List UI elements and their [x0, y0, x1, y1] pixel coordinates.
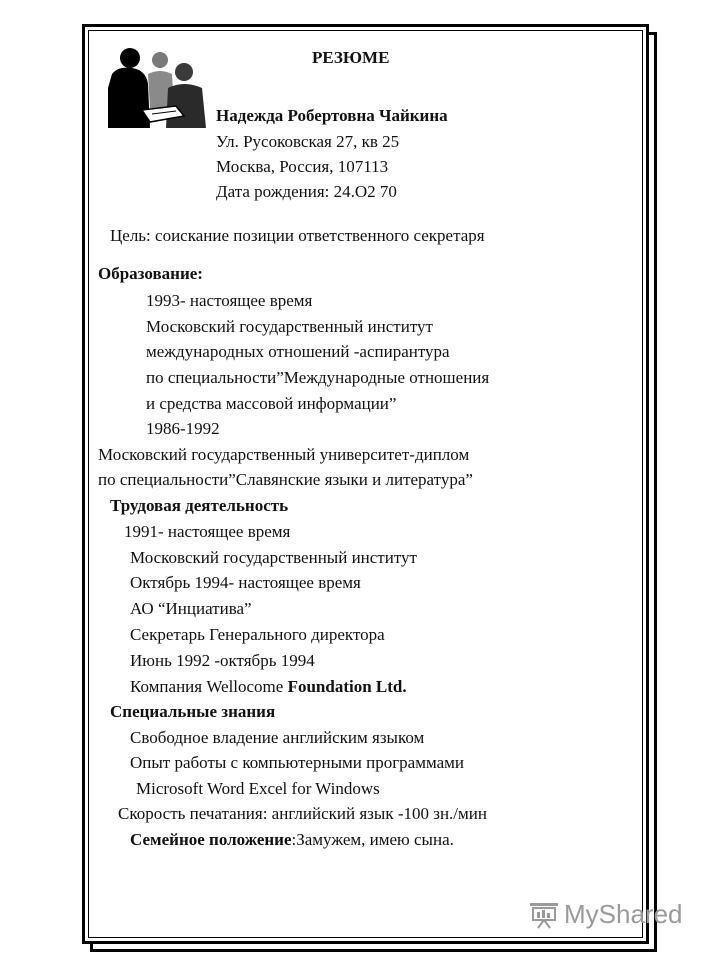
resume-title: РЕЗЮМЕ: [312, 48, 390, 67]
watermark-text: MyShared: [564, 898, 683, 929]
education-line: 1986-1992: [146, 419, 220, 438]
myshared-watermark: [528, 896, 683, 932]
skills-line: Опыт работы с компьютерными программами: [130, 753, 465, 772]
person-city: Москва, Россия, 107113: [216, 157, 389, 176]
skills-line: Microsoft Word Excel for Windows: [136, 779, 380, 798]
work-line: Июнь 1992 -октябрь 1994: [130, 651, 315, 670]
family-label: Семейное положение: [130, 830, 292, 849]
work-line: 1991- настоящее время: [124, 522, 291, 541]
education-line: по специальности”Славянские языки и литература”: [98, 470, 473, 489]
work-line: АО “Инциатива”: [130, 599, 252, 618]
skills-line: Свободное владение английским языком: [130, 728, 425, 747]
family-line: [130, 830, 454, 850]
education-line: Московский государственный университет-диплом: [98, 445, 470, 464]
education-line: 1993- настоящее время: [146, 291, 313, 310]
person-name: Надежда Робертовна Чайкина: [216, 106, 448, 125]
education-line: Московский государственный институт: [146, 317, 433, 336]
objective-line: Цель: соискание позиции ответственного секретаря: [110, 226, 485, 245]
work-company-line: [130, 677, 407, 697]
business-people-illustration: [106, 44, 210, 128]
education-line: и средства массовой информации”: [146, 394, 397, 413]
education-line: по специальности”Международные отношения: [146, 368, 490, 387]
work-company-bold: Foundation Ltd.: [287, 677, 407, 696]
education-heading: Образование:: [98, 264, 203, 283]
family-value: :Замужем, имею сына.: [291, 830, 454, 849]
work-line: Московский государственный институт: [130, 548, 417, 567]
work-line: Секретарь Генерального директора: [130, 625, 385, 644]
person-address: Ул. Русоковская 27, кв 25: [216, 132, 400, 151]
presentation-icon: [528, 899, 560, 929]
skills-heading: Специальные знания: [110, 702, 276, 721]
education-line: международных отношений -аспирантура: [146, 342, 450, 361]
work-heading: Трудовая деятельность: [110, 496, 289, 515]
skills-line: Скорость печатания: английский язык -100 зн./мин: [118, 804, 487, 823]
work-company-prefix: Компания Wellocome: [130, 677, 288, 696]
person-birthdate: Дата рождения: 24.О2 70: [216, 182, 397, 201]
work-line: Октябрь 1994- настоящее время: [130, 573, 361, 592]
